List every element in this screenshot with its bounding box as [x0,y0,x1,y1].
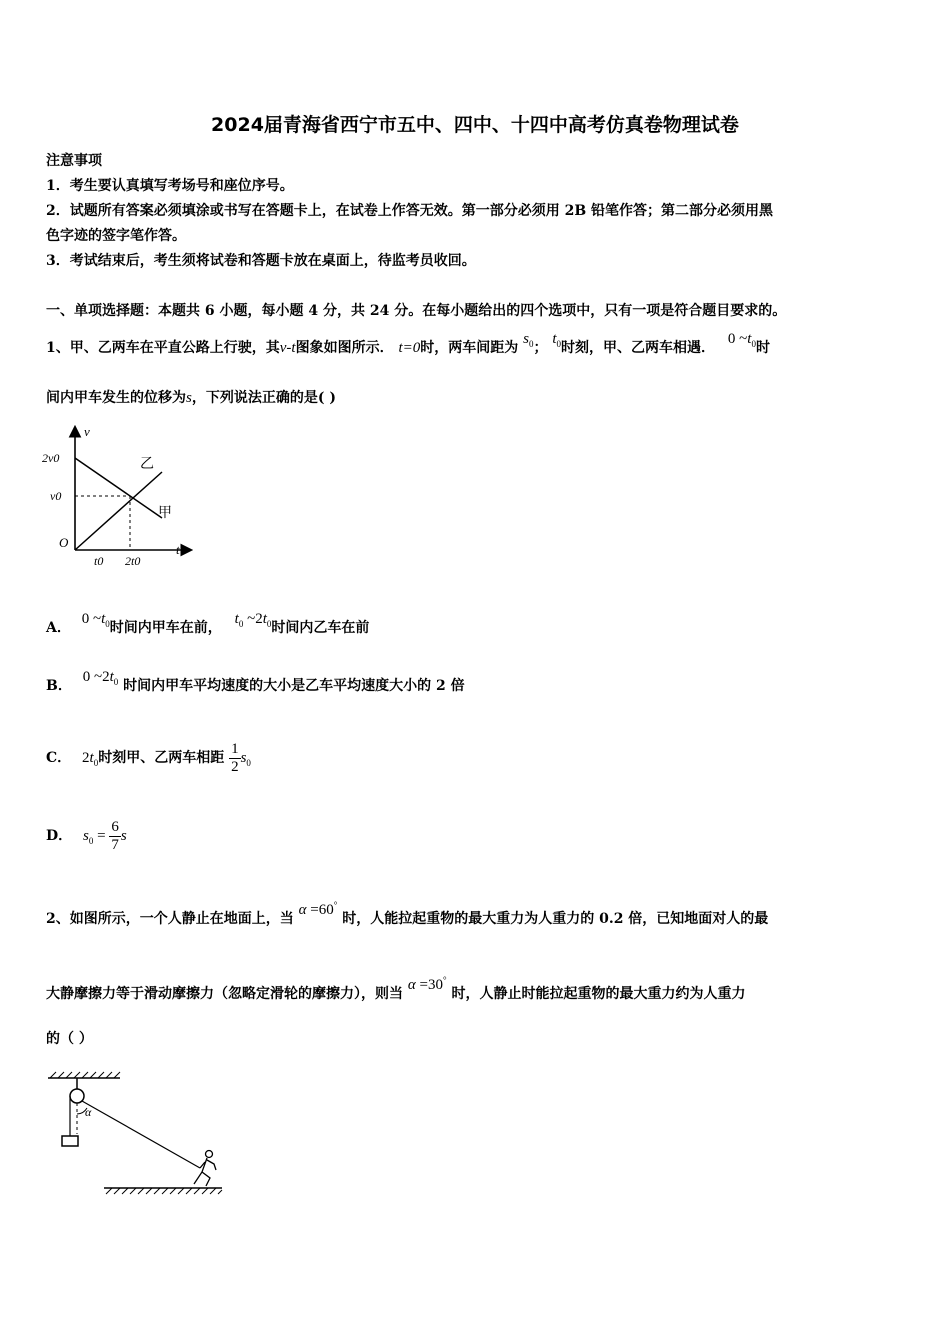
q2-line-3: 的（ ） [46,1031,93,1047]
math-interval-t0-2t0: $t_0$ $\sim 2t_0$ [234,611,272,629]
weight-block [62,1136,78,1146]
vt-graph [40,420,200,570]
q1-text-c: 时，两车间距为 [420,340,519,356]
math-fraction-six-sevenths: $\frac{6}{7}$ [111,818,119,853]
section-heading: 一、单项选择题：本题共 6 小题，每小题 4 分，共 24 分。在每小题给出的四个选项中，只有一项是符合题目要求的。 [46,303,787,319]
option-d-label: D． [46,828,73,844]
q2-text-c: 大静摩擦力等于滑动摩擦力（忽略定滑轮的摩擦力），则当 [46,986,403,1002]
q1-text-e: 时 [755,340,770,356]
q1-text-a: 1、甲、乙两车在平直公路上行驶，其 [46,340,280,356]
option-c-text: 时刻甲、乙两车相距 [98,750,225,766]
option-c-label: C． [46,750,72,766]
ceiling-hatch [50,1072,120,1078]
option-b-text: 时间内甲车平均速度的大小是乙车平均速度大小的 2 倍 [123,678,465,694]
notice-item-3: 3．考试结束后，考生须将试卷和答题卡放在桌面上，待监考员收回。 [46,253,476,269]
q1-s: s [186,390,192,406]
q2-line-2 [46,975,746,1004]
vt-tick-2t0: 2t0 [125,554,141,568]
q2-text-d: 时，人静止时能拉起重物的最大重力约为人重力 [451,986,746,1002]
math-2t0: $2t_0$ [82,750,99,768]
vt-x-label: t [176,542,180,557]
person-figure [194,1151,216,1187]
option-a-text-1: 时间内甲车在前， [109,620,222,636]
vt-line-yi [75,472,162,550]
option-a-label: A． [46,620,71,636]
vt-tick-2v0: 2v0 [42,451,60,465]
q1-text-f: 间内甲车发生的位移为 [46,390,186,406]
vt-label-jia: 甲 [158,506,172,521]
math-s0: $s_0$ [523,331,534,349]
q1-line-1 [46,331,770,363]
pulley-wheel [70,1089,84,1103]
math-interval-0-t0: 0 $\sim t_0$ [81,611,110,629]
pulley-figure [44,1068,229,1203]
q1-option-a[interactable] [46,611,370,643]
math-s0: $s_0$ [83,828,94,846]
notice-heading: 注意事项 [46,153,102,169]
option-a-text-2: 时间内乙车在前 [271,620,370,636]
q1-option-b[interactable] [46,669,465,701]
q1-option-c[interactable] [46,740,251,781]
q1-line-2 [46,388,336,408]
vt-y-label: v [84,424,90,439]
math-interval-0-2t0: 0 $\sim 2t_0$ [82,669,119,687]
q2-line-1 [46,900,769,929]
q1-option-d[interactable]: D． $s_0$ = $\frac{6}{7}$ s [46,818,127,853]
notice-item-2: 2．试题所有答案必须填涂或书写在答题卡上，在试卷上作答无效。第一部分必须用 2B 铅笔作答；第二部分必须用黑 [46,203,774,219]
q1-text-g: ，下列说法正确的是( ) [191,390,336,406]
pull-rope [82,1101,200,1168]
math-alpha-60: α =60° [298,900,338,918]
vt-tick-v0: v0 [50,489,62,503]
q1-t-eq-0: t=0 [398,340,421,356]
page-title: 2024届青海省西宁市五中、四中、十四中高考仿真卷物理试卷 [211,114,739,136]
math-fraction-half: $\frac{1}{2}$ [231,740,239,775]
q1-text-d: 时刻，甲、乙两车相遇． [561,340,716,356]
math-interval-0-t0: 0 $\sim t_0$ [727,331,756,349]
notice-item-1: 1．考生要认真填写考场号和座位序号。 [46,178,294,194]
option-b-label: B． [46,678,72,694]
vt-origin-label: O [59,535,69,550]
math-alpha-30: α =30° [407,975,447,993]
math-s: s [120,828,127,844]
q2-text-a: 2、如图所示，一个人静止在地面上，当 [46,911,294,927]
math-s0: $s_0$ [240,750,251,768]
alpha-label: α [85,1105,92,1119]
vt-label-yi: 乙 [140,457,154,472]
math-t0: $t_0$ [552,331,562,349]
notice-item-2-cont: 色字迹的签字笔作答。 [46,228,186,244]
q1-text-b: 图象如图所示． [295,340,394,356]
q1-semicolon: ； [533,340,548,356]
ground-hatch [106,1188,222,1194]
q1-vt: v-t [279,340,296,356]
q2-text-b: 时，人能拉起重物的最大重力为人重力的 0.2 倍，已知地面对人的最 [342,911,769,927]
vt-tick-t0: t0 [94,554,104,568]
